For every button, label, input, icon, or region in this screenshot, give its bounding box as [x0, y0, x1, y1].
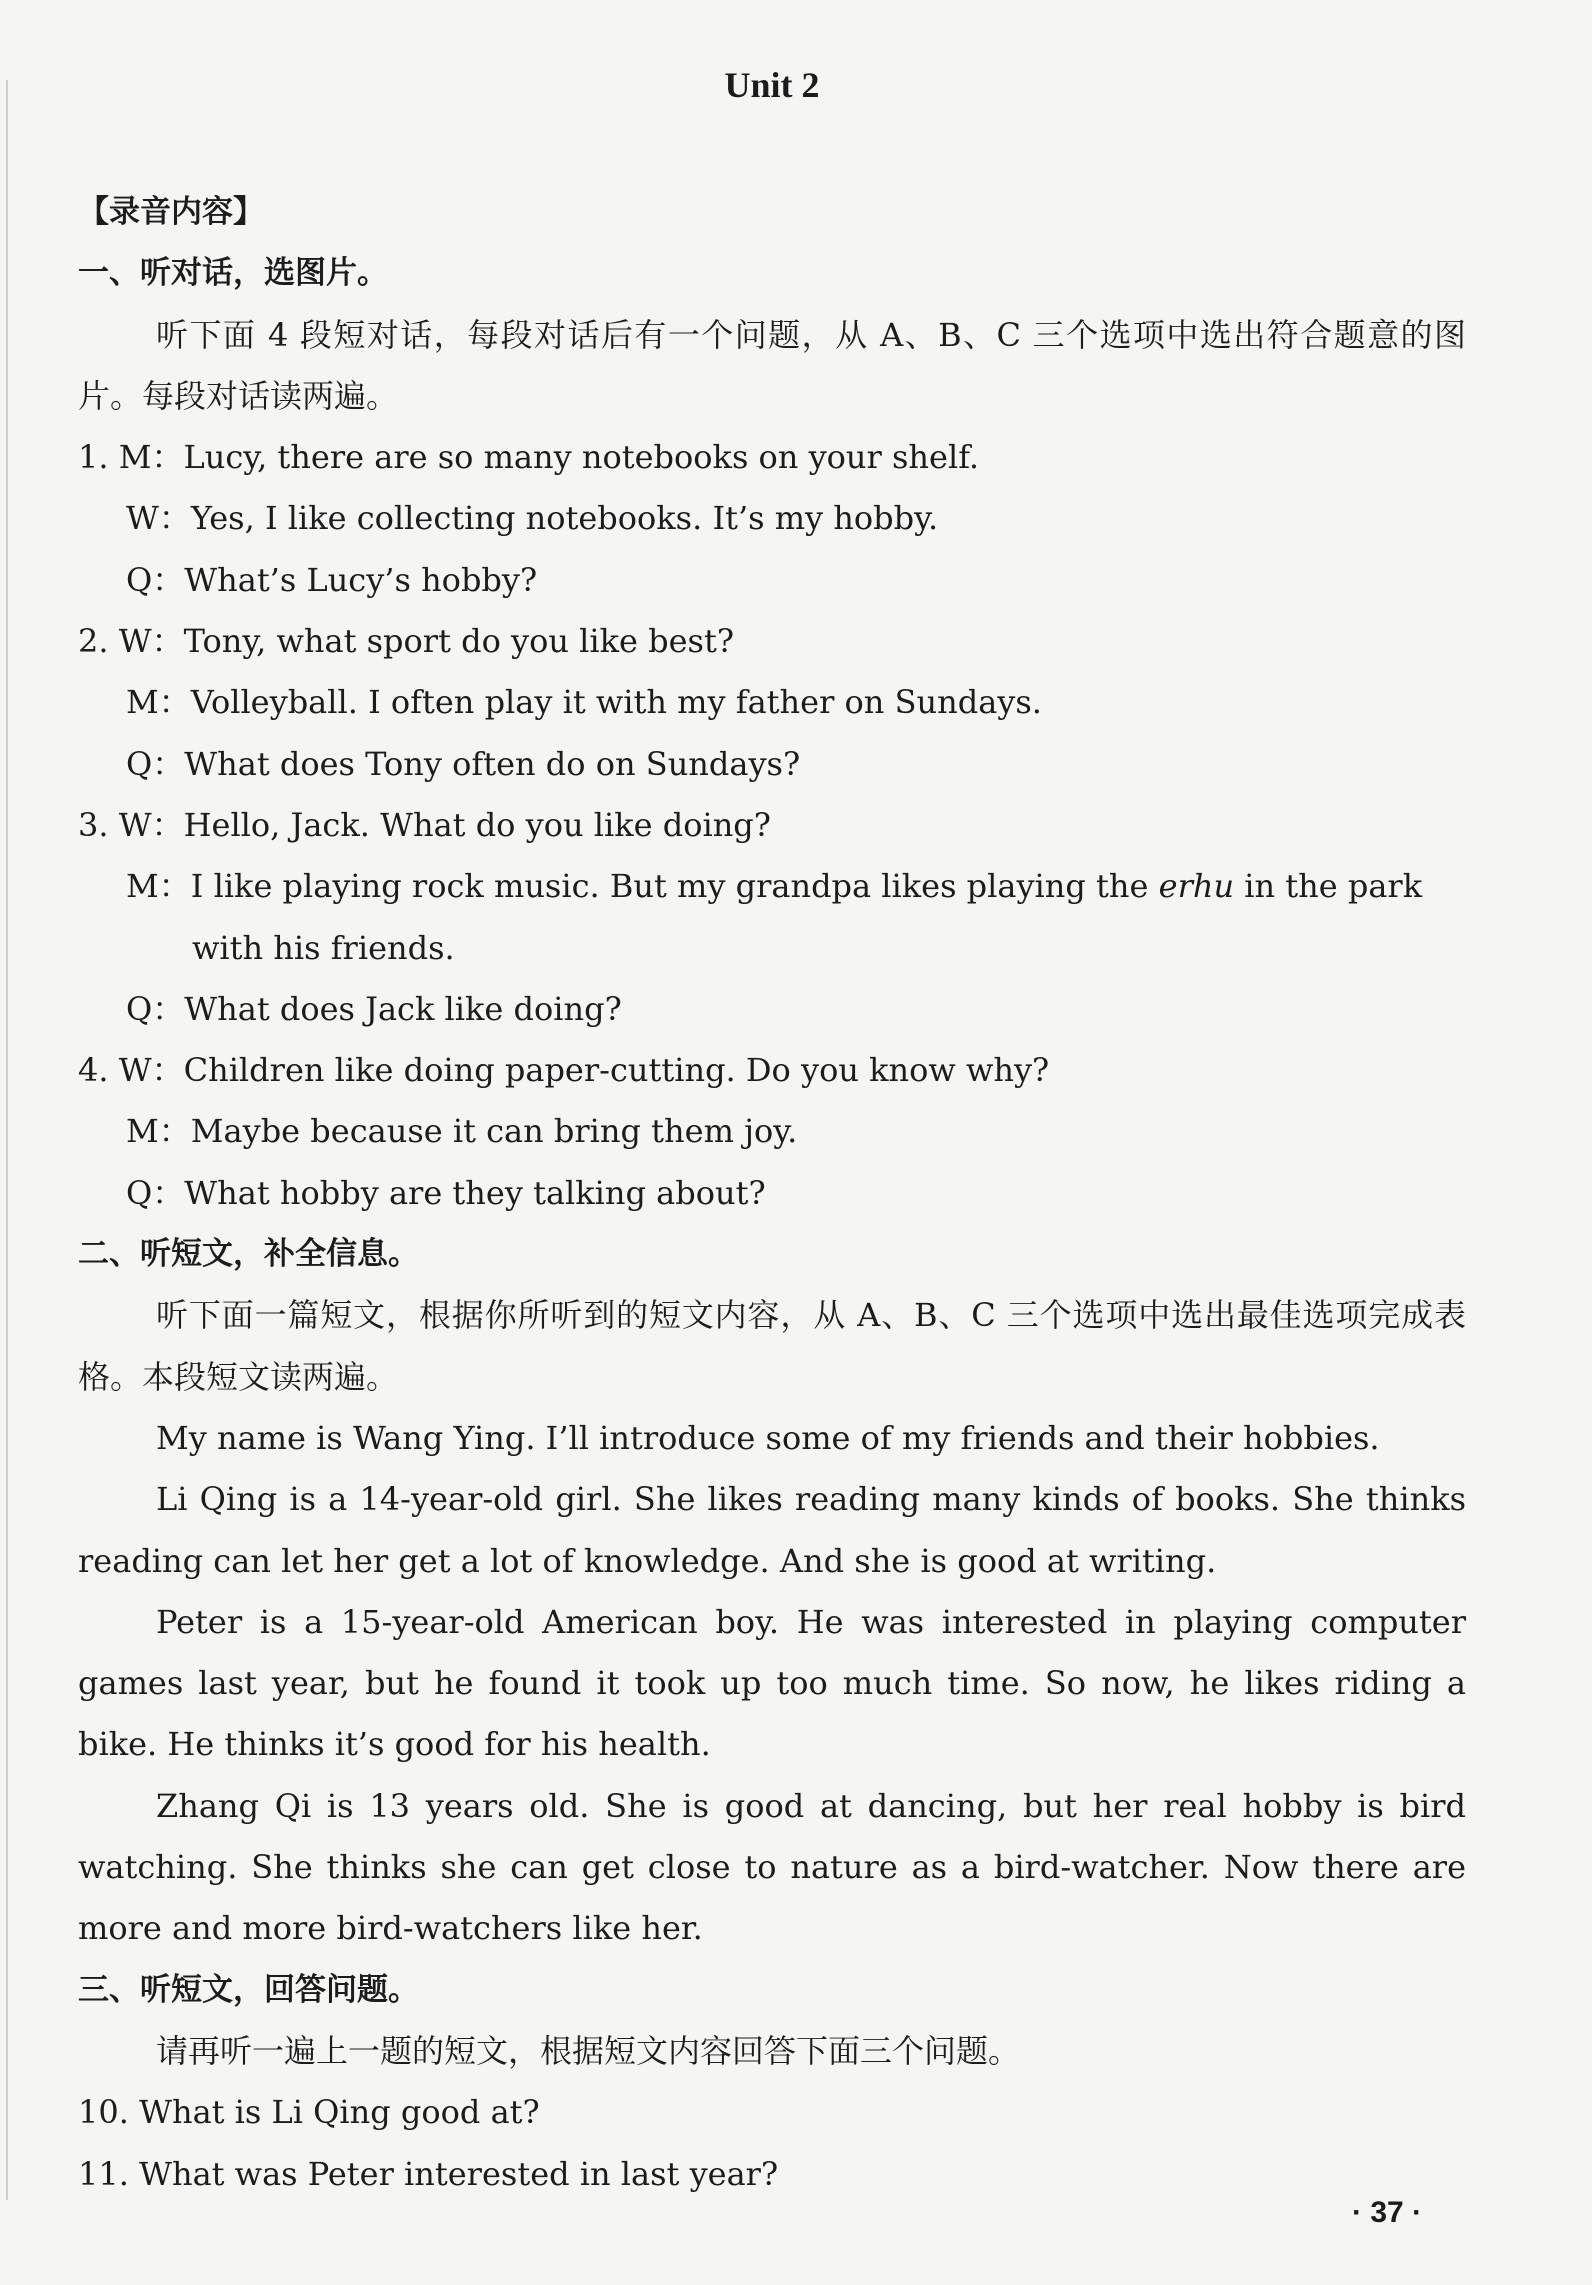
binding-edge	[6, 80, 8, 2200]
passage-paragraph: Li Qing is a 14-year-old girl. She likes reading many kinds of books. She thinks reading can let her get a lot of knowledge. And she is good at writing.	[78, 1480, 1466, 1580]
dialog-line: M：Maybe because it can bring them joy.	[126, 1112, 798, 1151]
dialog-text: M：I like playing rock music. But my grandpa likes playing the	[126, 867, 1149, 906]
dialog-question: Q：What hobby are they talking about?	[126, 1173, 766, 1212]
dialog-line: M：Volleyball. I often play it with my father on Sundays.	[126, 683, 1042, 722]
unit-title: Unit 2	[724, 65, 820, 105]
dialog-line: 1. M：Lucy, there are so many notebooks on your shelf.	[78, 438, 980, 477]
dialog-line-continued: with his friends.	[192, 928, 455, 967]
part3-instructions: 请再听一遍上一题的短文，根据短文内容回答下面三个问题。	[156, 2031, 1021, 2070]
dialog-1	[78, 427, 1466, 611]
dialog-line	[78, 856, 1466, 917]
passage-paragraph: Zhang Qi is 13 years old. She is good at dancing, but her real hobby is bird watching. She thinks she can get close to nature as a bird-watcher. Now there are more and more bird-watchers like her.	[78, 1786, 1466, 1948]
dialog-question: Q：What does Tony often do on Sundays?	[126, 744, 801, 783]
part2-instructions: 听下面一篇短文，根据你所听到的短文内容，从 A、B、C 三个选项中选出最佳选项完成表格。本段短文读两遍。	[78, 1296, 1466, 1396]
dialog-2	[78, 611, 1466, 795]
dialog-line: 3. W：Hello, Jack. What do you like doing?	[78, 805, 771, 844]
dialog-line: 2. W：Tony, what sport do you like best?	[78, 622, 734, 661]
dialog-text: in the park	[1244, 867, 1423, 906]
page-content	[78, 60, 1466, 2205]
dialog-line: W：Yes, I like collecting notebooks. It’s my hobby.	[126, 499, 939, 538]
dialog-text-italic: erhu	[1158, 867, 1235, 906]
dialog-line: 4. W：Children like doing paper-cutting. Do you know why?	[78, 1051, 1050, 1090]
part3-heading: 三、听短文，回答问题。	[78, 1971, 419, 2008]
question-item: 10. What is Li Qing good at?	[78, 2093, 540, 2132]
part1-instructions: 听下面 4 段短对话，每段对话后有一个问题，从 A、B、C 三个选项中选出符合题意的图片。每段对话读两遍。	[78, 315, 1466, 415]
dialog-question: Q：What does Jack like doing?	[126, 989, 622, 1028]
part1-heading: 一、听对话，选图片。	[78, 255, 388, 292]
section-label: 【录音内容】	[78, 194, 264, 230]
dialog-4	[78, 1040, 1466, 1224]
part2-heading: 二、听短文，补全信息。	[78, 1236, 419, 1273]
page-number: · 37 ·	[1352, 2196, 1423, 2229]
dialog-3	[78, 795, 1466, 1040]
passage-paragraph: My name is Wang Ying. I’ll introduce some of my friends and their hobbies.	[156, 1418, 1380, 1457]
passage-paragraph: Peter is a 15-year-old American boy. He was interested in playing computer games last year, but he found it took up too much time. So now, he likes riding a bike. He thinks it’s good for his health.	[78, 1602, 1466, 1764]
question-item: 11. What was Peter interested in last year?	[78, 2154, 779, 2193]
dialog-question: Q：What’s Lucy’s hobby?	[126, 560, 538, 599]
